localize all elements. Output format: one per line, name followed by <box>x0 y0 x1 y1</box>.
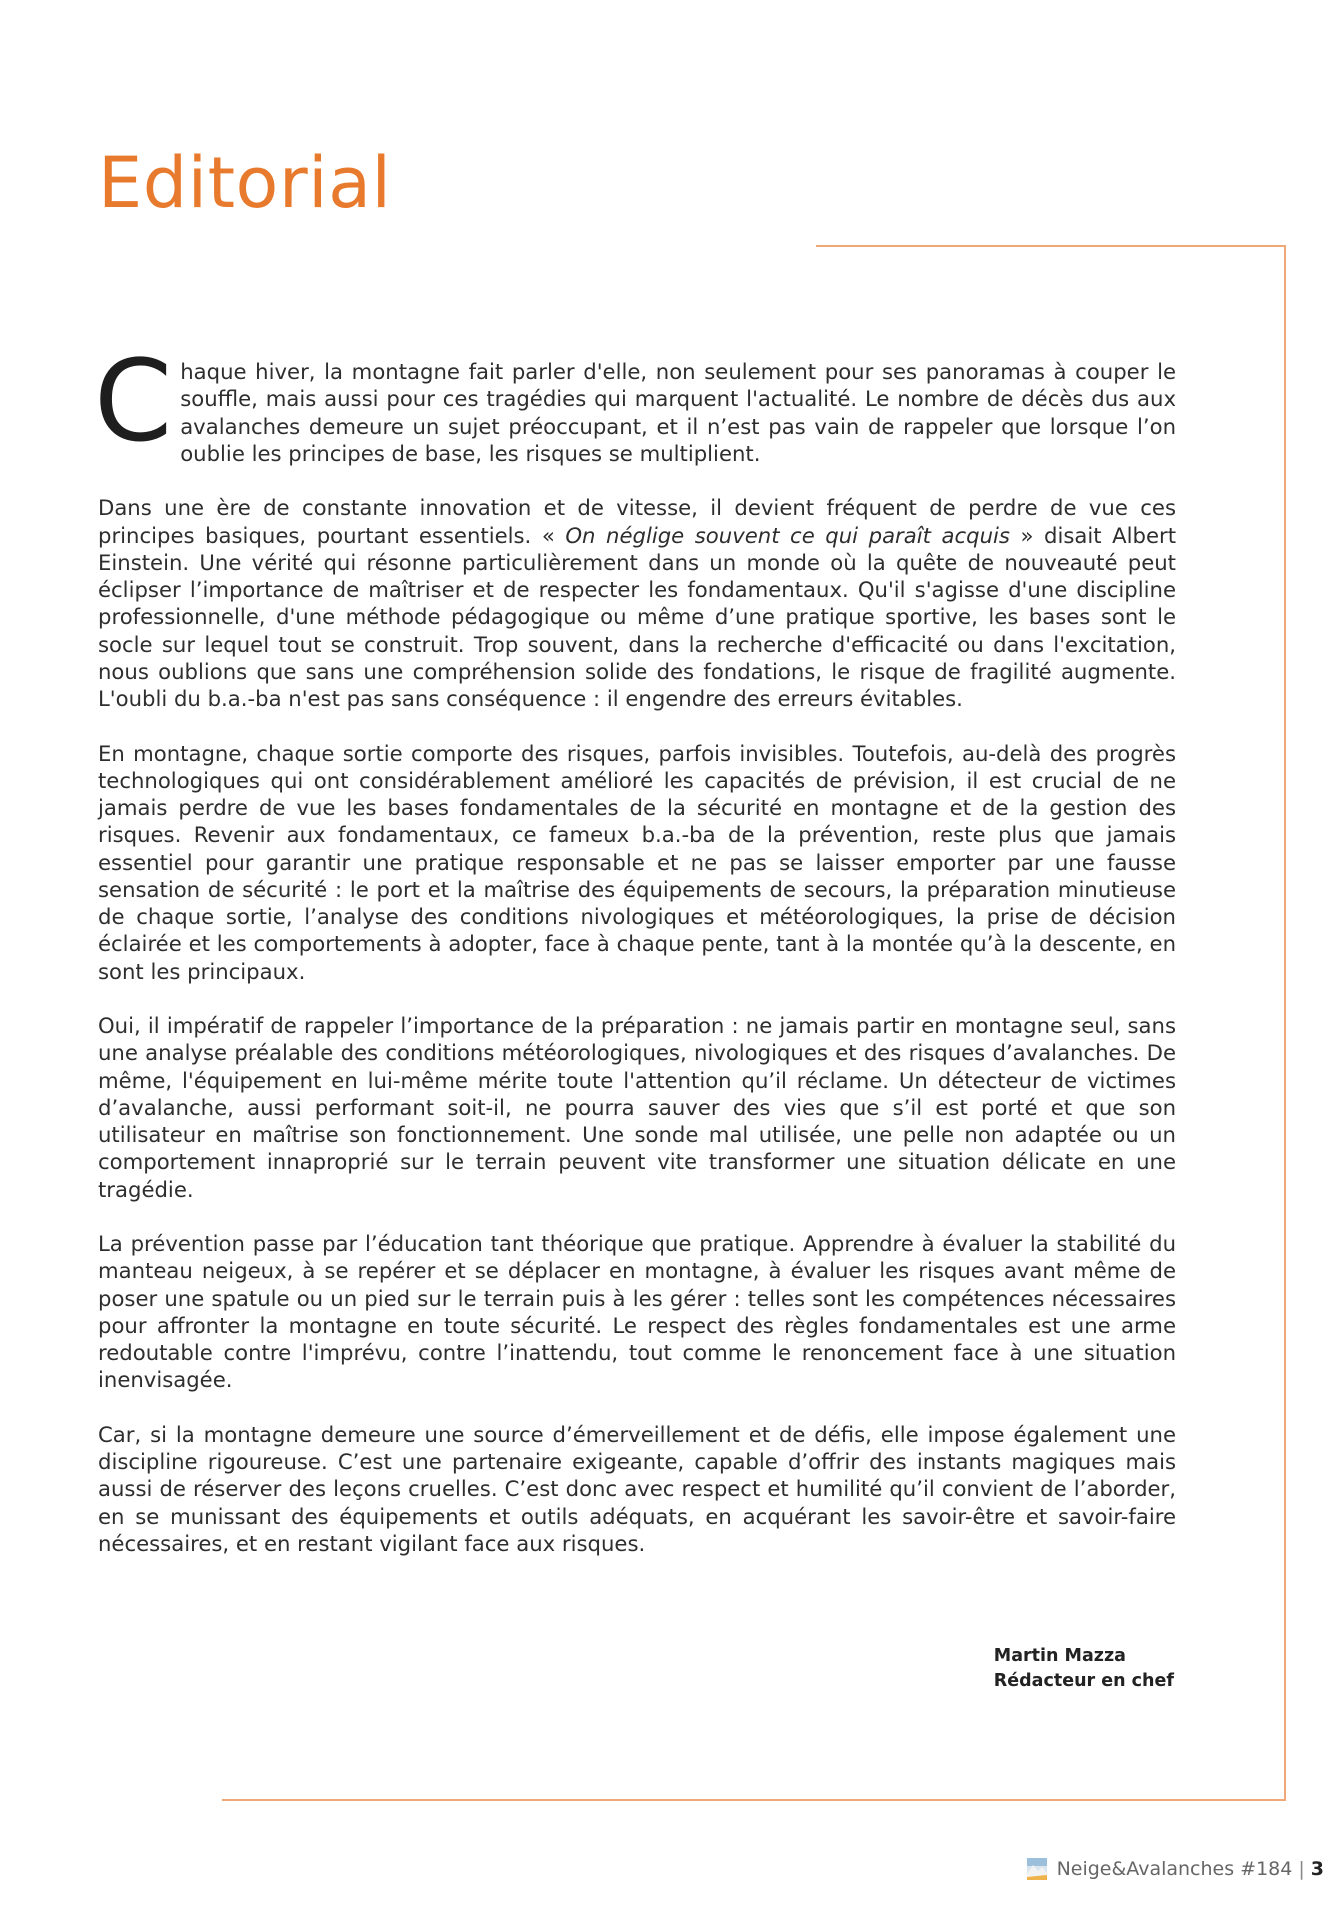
page-footer <box>1027 1858 1324 1880</box>
drop-cap: C <box>94 337 173 467</box>
article-body <box>94 337 1177 1584</box>
page-number: 3 <box>1310 1858 1324 1880</box>
signature-block <box>994 1644 1174 1694</box>
paragraph-1-text: haque hiver, la montagne fait parler d'elle, non seulement pour ses panoramas à couper le souffle, mais aussi pour ces tragédies qui marquent l'actualité. Le nombre de décès dus aux avalanches demeure un sujet préoccupant, et il n’est pas vain de rappeler que lorsque l’on oublie les principes de base, les risques se multiplient. <box>180 359 1176 466</box>
paragraph-1 <box>94 337 1176 467</box>
paragraph-6: Car, si la montagne demeure une source d’émerveillement et de défis, elle impose également une discipline rigoureuse. C’est une partenaire exigeante, capable d’offrir des instants magiques mais aussi de réserver des leçons cruelles. C’est donc avec respect et humilité qu’il convient de l’aborder, en se munissant des équipements et outils adéquats, en acquérant les savoir-être et savoir-faire nécessaires, et en restant vigilant face aux risques. <box>98 1421 1176 1556</box>
paragraph-3: En montagne, chaque sortie comporte des risques, parfois invisibles. Toutefois, au-delà des progrès technologiques qui ont considérablement amélioré les capacités de prévision, il est crucial de ne jamais perdre de vue les bases fondamentales de la sécurité en montagne et de la gestion des risques. Revenir aux fondamentaux, ce fameux b.a.-ba de la prévention, reste plus que jamais essentiel pour garantir une pratique responsable et ne pas se laisser emporter par une fausse sensation de sécurité : le port et la maîtrise des équipements de secours, la préparation minutieuse de chaque sortie, l’analyse des conditions nivologiques et météorologiques, la prise de décision éclairée et les comportements à adopter, face à chaque pente, tant à la montée qu’à la descente, en sont les principaux. <box>98 740 1176 984</box>
footer-separator: | <box>1298 1858 1305 1880</box>
page-title: Editorial <box>98 142 392 224</box>
paragraph-2 <box>98 494 1176 712</box>
magazine-logo-icon <box>1027 1858 1047 1880</box>
paragraph-4: Oui, il impératif de rappeler l’importance de la préparation : ne jamais partir en montagne seul, sans une analyse préalable des conditions météorologiques, nivologiques et des risques d’avalanches. De même, l'équipement en lui-même mérite toute l'attention qu’il réclame. Un détecteur de victimes d’avalanche, aussi performant soit-il, ne pourra sauver des vies que s’il est porté et que son utilisateur en maîtrise son fonctionnement. Une sonde mal utilisée, une pelle non adaptée ou un comportement innaproprié sur le terrain peuvent vite transformer une situation délicate en une tragédie. <box>98 1013 1176 1202</box>
paragraph-5: La prévention passe par l’éducation tant théorique que pratique. Apprendre à évaluer la stabilité du manteau neigeux, à se repérer et se déplacer en montagne, à évaluer les risques avant même de poser une spatule ou un pied sur le terrain puis à les gérer : telles sont les compétences nécessaires pour affronter la montagne en toute sécurité. Le respect des règles fondamentales est une arme redoutable contre l'imprévu, contre l’inattendu, tout comme le renoncement face à une situation inenvisagée. <box>98 1231 1176 1393</box>
frame-right-line <box>1284 245 1286 1801</box>
frame-bottom-line <box>222 1799 1286 1801</box>
frame-top-line <box>816 245 1286 247</box>
author-name: Martin Mazza <box>993 1646 1126 1666</box>
author-role: Rédacteur en chef <box>993 1671 1174 1691</box>
paragraph-2-rest: » disait Albert Einstein. Une vérité qui résonne particulièrement dans un monde où la quête de nouveauté peut éclipser l’importance de maîtriser et de respecter les fondamentaux. Qu'il s'agisse d'une discipline professionnelle, d'une méthode pédagogique ou même d’une pratique sportive, les bases sont le socle sur lequel tout se construit. Trop souvent, dans la recherche d'efficacité ou dans l'excitation, nous oublions que sans une compréhension solide des fondations, le risque de fragilité augmente. L'oubli du b.a.-ba n'est pas sans conséquence : il engendre des erreurs évitables. <box>98 522 1177 711</box>
einstein-quote: On néglige souvent ce qui paraît acquis <box>565 522 1010 548</box>
paragraph-2-intro: Dans une ère de constante innovation et de vitesse, il devient fréquent de perdre de vue ces principes basiques, pourtant essentiels. « <box>98 495 1176 548</box>
publication-name: Neige&Avalanches #184 <box>1056 1858 1293 1880</box>
